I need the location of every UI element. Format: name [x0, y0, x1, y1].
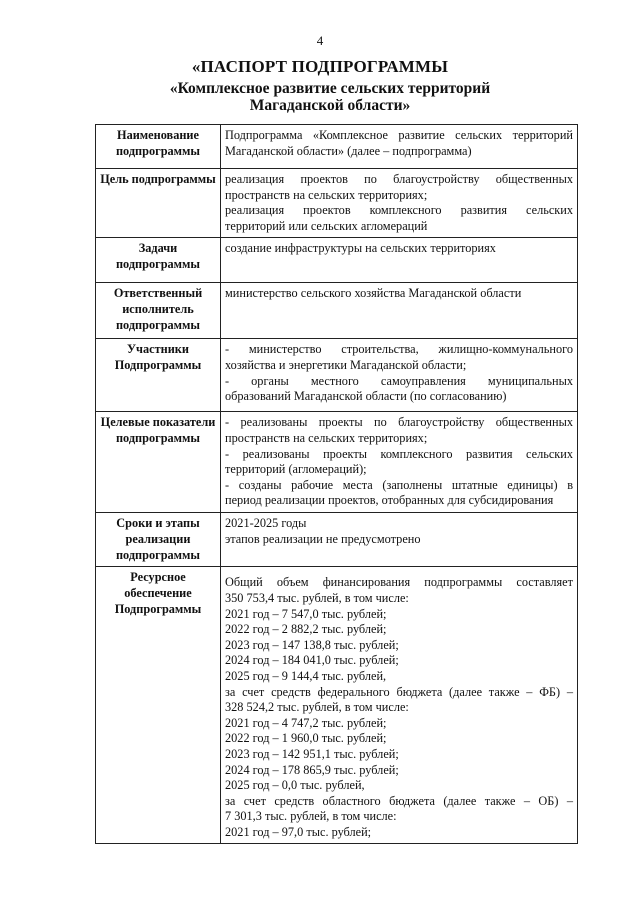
value-line: - созданы рабочие места (заполнены штатные единицы) в — [225, 477, 573, 492]
row-label: Сроки и этапы реализации подпрограммы — [96, 513, 221, 567]
value-line: 2025 год – 9 144,4 тыс. рублей, — [225, 668, 387, 683]
value-line: территорий (агломераций); — [225, 462, 367, 477]
value-line: 2023 год – 147 138,8 тыс. рублей; — [225, 637, 399, 652]
row-value — [221, 567, 578, 844]
value-line: Магаданской области» (далее – подпрограмма) — [225, 143, 472, 158]
row-value — [221, 412, 578, 513]
value-line: этапов реализации не предусмотрено — [225, 531, 421, 546]
value-line: - министерство строительства, жилищно-коммунального — [225, 342, 573, 357]
value-line: 2021 год – 7 547,0 тыс. рублей; — [225, 606, 387, 621]
row-label: Ответственный исполнитель подпрограммы — [96, 283, 221, 339]
document-title: «ПАСПОРТ ПОДПРОГРАММЫ — [191, 57, 449, 76]
row-label: Целевые показатели подпрограммы — [96, 412, 221, 513]
value-line: - органы местного самоуправления муниципальных — [225, 373, 573, 388]
value-line: Общий объем финансирования подпрограммы составляет — [225, 575, 573, 590]
value-line: 350 753,4 тыс. рублей, в том числе: — [225, 590, 409, 605]
value-line: создание инфраструктуры на сельских территориях — [225, 241, 496, 256]
value-line: 2021 год – 4 747,2 тыс. рублей; — [225, 715, 387, 730]
table-row — [96, 125, 578, 169]
value-line: территорий или сельских агломераций — [225, 218, 428, 233]
row-label: Ресурсное обеспечение Подпрограммы — [96, 567, 221, 844]
table-row — [96, 513, 578, 567]
value-line: 2023 год – 142 951,1 тыс. рублей; — [225, 746, 399, 761]
value-line: 7 301,3 тыс. рублей, в том числе: — [225, 809, 397, 824]
value-line: - реализованы проекты комплексного развития сельских — [225, 446, 573, 461]
value-line: хозяйства и энергетики Магаданской области; — [225, 357, 467, 372]
row-label: Цель подпрограммы — [96, 169, 221, 238]
row-value — [221, 283, 578, 339]
value-line: образований Магаданской области (по согласованию) — [225, 389, 507, 404]
value-line: 2024 год – 178 865,9 тыс. рублей; — [225, 762, 399, 777]
table-row — [96, 169, 578, 238]
table-row — [96, 339, 578, 412]
table-row — [96, 238, 578, 283]
value-line: - реализованы проекты по благоустройству общественных — [225, 415, 573, 430]
value-line: 2021-2025 годы — [225, 516, 307, 531]
row-label: Наименование подпрограммы — [96, 125, 221, 169]
value-line: реализация проектов комплексного развития сельских — [225, 203, 573, 218]
value-line: министерство сельского хозяйства Магаданской области — [225, 286, 522, 301]
value-line: пространств на сельских территориях; — [225, 430, 428, 445]
row-value — [221, 238, 578, 283]
value-line: 2025 год – 0,0 тыс. рублей, — [225, 778, 365, 793]
table-row — [96, 567, 578, 844]
table-row — [96, 283, 578, 339]
row-value — [221, 125, 578, 169]
row-value — [221, 169, 578, 238]
value-line: 2022 год – 1 960,0 тыс. рублей; — [225, 731, 387, 746]
row-value — [221, 339, 578, 412]
page-number: 4 — [316, 33, 324, 48]
value-line: 2022 год – 2 882,2 тыс. рублей; — [225, 622, 387, 637]
value-line: за счет средств федерального бюджета (далее также – ФБ) – — [225, 684, 573, 699]
document-subtitle: «Комплексное развитие сельских территорий Магаданской области» — [169, 80, 491, 114]
row-label: Задачи подпрограммы — [96, 238, 221, 283]
value-line: Подпрограмма «Комплексное развитие сельских территорий — [225, 128, 573, 142]
row-value — [221, 513, 578, 567]
value-line: реализация проектов по благоустройству общественных — [225, 172, 573, 186]
value-line: за счет средств областного бюджета (далее также – ОБ) – — [225, 793, 573, 808]
passport-table — [95, 124, 578, 844]
value-line: 2024 год – 184 041,0 тыс. рублей; — [225, 653, 399, 668]
value-line: пространств на сельских территориях; — [225, 187, 428, 202]
value-line: 2021 год – 97,0 тыс. рублей; — [225, 824, 372, 839]
value-line: 328 524,2 тыс. рублей, в том числе: — [225, 700, 409, 715]
row-label: Участники Подпрограммы — [96, 339, 221, 412]
value-line: период реализации проектов, отобранных для субсидирования — [225, 493, 554, 508]
table-row — [96, 412, 578, 513]
